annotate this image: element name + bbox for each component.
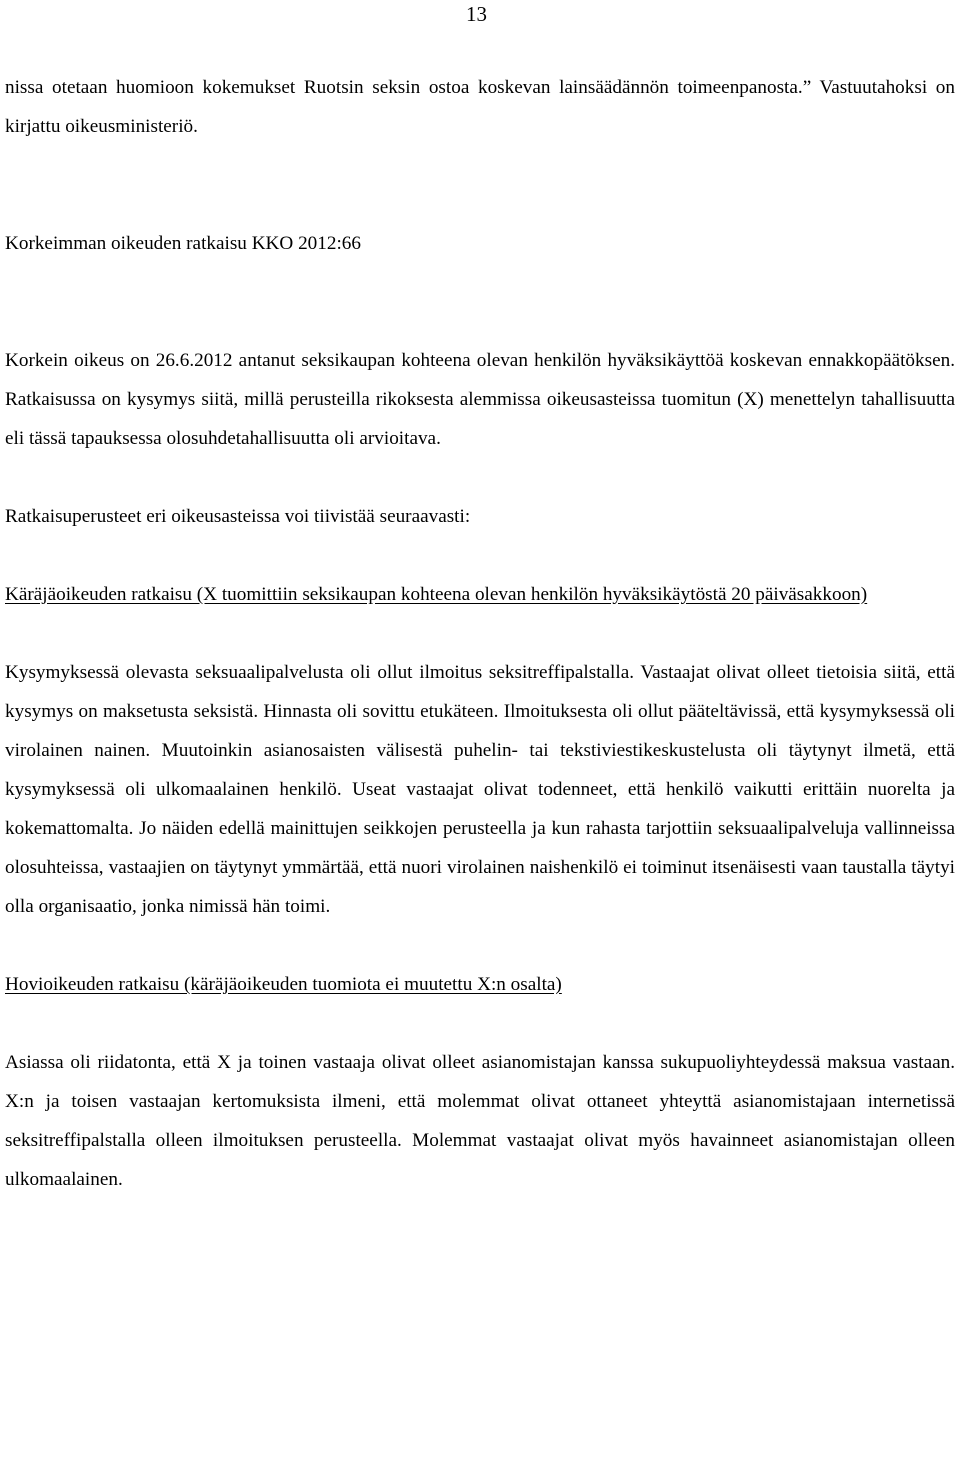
spacer xyxy=(5,926,955,965)
subheading-district-court xyxy=(5,575,955,614)
spacer xyxy=(5,146,955,224)
spacer xyxy=(5,536,955,575)
spacer xyxy=(5,1004,955,1043)
page-number: 13 xyxy=(466,2,487,26)
spacer xyxy=(5,458,955,497)
paragraph-district-court-reasoning: Kysymyksessä olevasta seksuaalipalvelusta oli ollut ilmoitus seksitreffipalstalla. Vastaajat olivat olleet tietoisia siitä, että kysymys on maksetusta seksistä. Hinnasta oli sovittu etukäteen. Ilmoituksesta oli ollut pääteltävissä, että kysymyksessä oli virolainen nainen. Muutoinkin asianosaisten välisestä puhelin- tai tekstiviestikeskustelusta oli täytynyt ilmetä, että kysymyksessä oli ulkomaalainen henkilö. Useat vastaajat olivat todenneet, että henkilö vaikutti erittäin nuorelta ja kokemattomalta. Jo näiden edellä mainittujen seikkojen perusteella ja kun rahasta tarjottiin seksuaalipalveluja vallinneissa olosuhteissa, vastaajien on täytynyt ymmärtää, että nuori virolainen naishenkilö ei toiminut itsenäisesti vaan taustalla täytyi olla organisaatio, jonka nimissä hän toimi. xyxy=(5,662,955,917)
spacer xyxy=(5,263,955,341)
paragraph-intro-continuation: nissa otetaan huomioon kokemukset Ruotsin seksin ostoa koskevan lainsäädännön toimeenpanosta.” Vastuutahoksi on kirjattu oikeusministeriö. xyxy=(5,77,955,137)
section-heading-kko: Korkeimman oikeuden ratkaisu KKO 2012:66 xyxy=(5,233,361,254)
paragraph-summary-intro: Ratkaisuperusteet eri oikeusasteissa voi tiivistää seuraavasti: xyxy=(5,506,471,527)
subheading-court-of-appeal-text: Hovioikeuden ratkaisu (käräjäoikeuden tuomiota ei muutettu X:n osalta) xyxy=(5,974,562,995)
subheading-district-court-text: Käräjäoikeuden ratkaisu (X tuomittiin seksikaupan kohteena olevan henkilön hyväksikäytöstä 20 päiväsakkoon) xyxy=(5,584,868,605)
document-body xyxy=(5,68,955,1199)
spacer xyxy=(5,614,955,653)
paragraph-court-of-appeal-reasoning: Asiassa oli riidatonta, että X ja toinen vastaaja olivat olleet asianomistajan kanssa sukupuoliyhteydessä maksua vastaan. X:n ja toisen vastaajan kertomuksista ilmeni, että molemmat olivat ottaneet yhteyttä asianomistajaan internetissä seksitreffipalstalla olleen ilmoituksen perusteella. Molemmat vastaajat olivat myös havainneet asianomistajan olleen ulkomaalainen. xyxy=(5,1052,955,1190)
paragraph-kko-decision: Korkein oikeus on 26.6.2012 antanut seksikaupan kohteena olevan henkilön hyväksikäyttöä koskevan ennakkopäätöksen. Ratkaisussa on kysymys siitä, millä perusteilla rikoksesta alemmissa oikeusasteissa tuomitun (X) menettelyn tahallisuutta eli tässä tapauksessa olosuhdetahallisuutta oli arvioitava. xyxy=(5,350,955,449)
subheading-court-of-appeal xyxy=(5,965,955,1004)
